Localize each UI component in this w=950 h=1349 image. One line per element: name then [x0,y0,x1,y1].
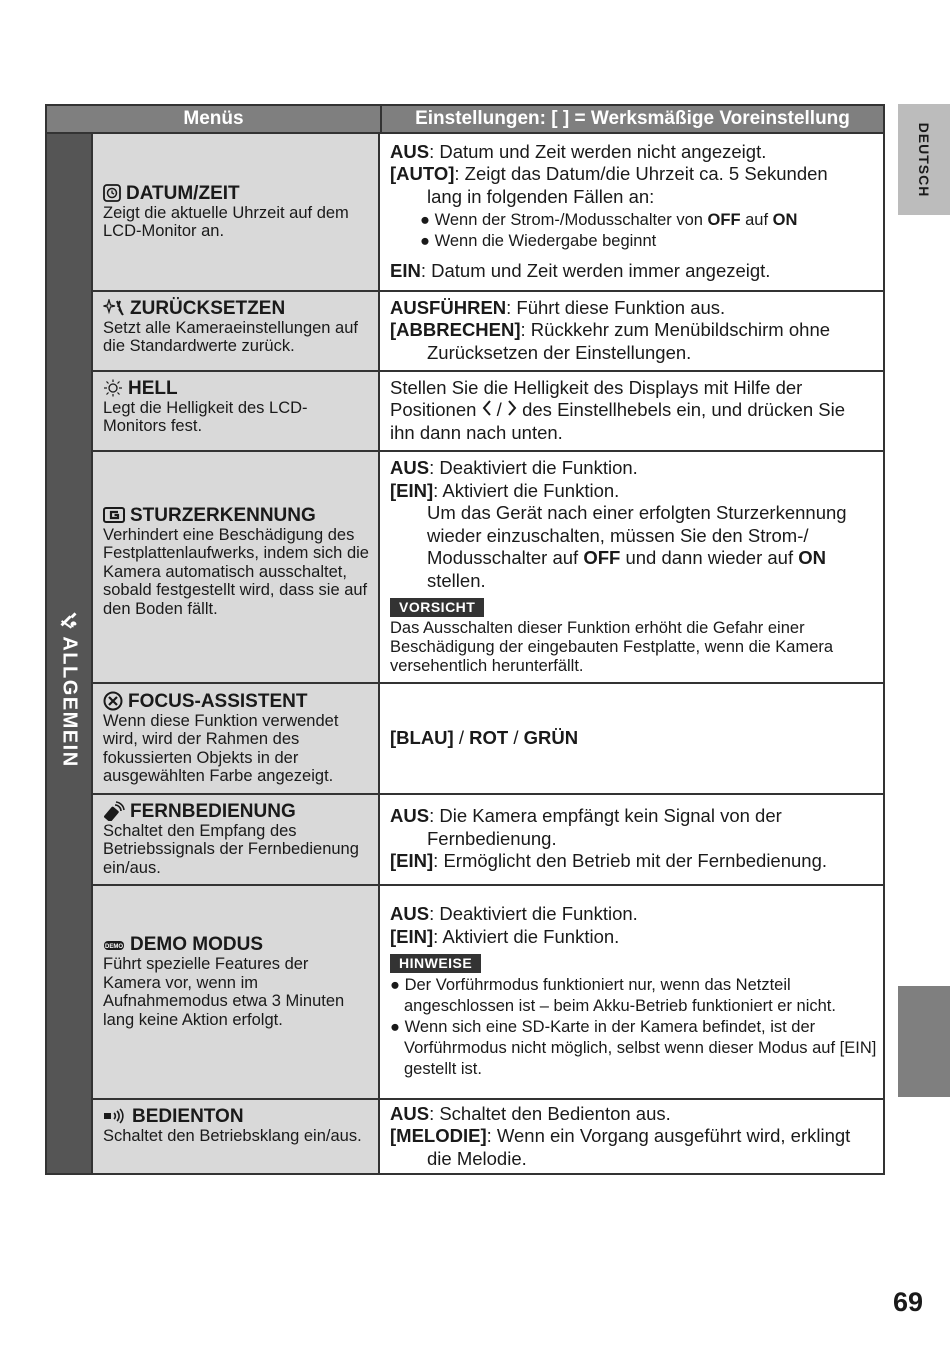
menu-description: Verhindert eine Beschädigung des Festplattenlaufwerks, indem sich die Kamera automatisch ausschaltet, sobald festgestellt wird, dass sie auf den Boden fällt. [103,525,369,618]
wrench-icon [59,610,79,630]
menu-title: DATUM/ZEIT [103,183,370,204]
table-header [47,106,883,134]
focus-assist-icon [103,691,123,711]
menu-description: Schaltet den Betriebsklang ein/aus. [103,1126,362,1145]
menu-cell [93,886,380,1098]
menu-title: FOCUS-ASSISTENT [103,691,370,712]
remote-icon [103,801,125,821]
menu-title: STURZERKENNUNG [103,505,370,526]
menu-cell [93,684,380,793]
menu-title: HELL [103,378,370,399]
section-marker [898,986,950,1097]
menu-title: ZURÜCKSETZEN [103,298,370,319]
menu-description: Führt spezielle Features der Kamera vor, wenn im Aufnahmemodus etwa 3 Minuten lang keine Aktion erfolgt. [103,955,345,1029]
note-item: ● Der Vorführmodus funktioniert nur, wenn das Netzteil angeschlossen ist – beim Akku-Betrieb funktioniert er nicht. [390,976,836,1015]
menu-cell [93,452,380,682]
settings-cell: [BLAU] / ROT / GRÜN [390,726,579,748]
settings-table [45,104,885,1175]
language-tab [898,104,950,215]
caution-note: Das Ausschalten dieser Funktion erhöht die Gefahr einer Beschädigung der eingebauten Festplatte, wenn die Kamera versehentlich herunterfällt. [390,619,834,675]
page-number: 69 [893,1287,924,1317]
clock-icon [103,184,121,202]
menu-cell [93,795,380,884]
table-row [93,452,883,684]
menu-title: BEDIENTON [103,1106,370,1127]
reset-icon [103,299,125,317]
table-row [93,684,883,795]
demo-icon [103,937,125,953]
menu-description: Legt die Helligkeit des LCD-Monitors fest. [103,398,308,435]
beep-icon [103,1108,127,1124]
brightness-icon [103,379,123,397]
table-row [93,292,883,372]
notes-badge: HINWEISE [390,954,481,973]
settings-cell: AUSFÜHREN: Führt diese Funktion aus. [ABBRECHEN]: Rückkehr zum Menübildschirm ohne Zurücksetzen der Einstellungen. [390,296,831,363]
chevron-left-icon [482,400,492,416]
menu-title: FERNBEDIENUNG [103,801,370,822]
table-row [93,886,883,1100]
settings-cell: AUS: Datum und Zeit werden nicht angezeigt. [AUTO]: Zeigt das Datum/die Uhrzeit ca. 5 Sekunden lang in folgenden Fällen an: ● Wenn der Strom-/Modusschalter von OFF auf ON ● Wenn die Wiedergabe beginnt EIN: Datum und Zeit werden immer angezeigt. [390,140,828,281]
category-label: ALLGEMEIN [58,635,81,768]
menu-description: Zeigt die aktuelle Uhrzeit auf dem LCD-Monitor an. [103,203,349,240]
menu-description: Schaltet den Empfang des Betriebssignals der Fernbedienung ein/aus. [103,821,359,877]
chevron-right-icon [507,400,517,416]
category-column [47,134,93,1174]
menu-title: DEMO DEMO MODUS [105,934,263,955]
table-row [93,134,883,292]
header-menus: Menüs [47,106,382,132]
menu-cell [93,372,380,450]
settings-cell: AUS: Die Kamera empfängt kein Signal von der Fernbedienung. [EIN]: Ermöglicht den Betrieb mit der Fernbedienung. [390,805,828,872]
table-row [93,372,883,452]
table-row [93,795,883,886]
menu-cell [93,1100,380,1174]
menu-description: Setzt alle Kameraeinstellungen auf die Standardwerte zurück. [103,318,358,355]
table-row [93,1100,883,1174]
settings-cell: AUS: Deaktiviert die Funktion. [EIN]: Aktiviert die Funktion. HINWEISE ● Der Vorführmodus funktioniert nur, wenn das Netzteil angeschlossen ist – beim Akku-Betrieb funktioniert er nicht. ● Wenn sich eine SD-Karte in der Kamera befindet, ist der Vorführmodus nicht möglich, selbst wenn dieser Modus auf [EIN] gestellt ist. [390,903,877,1078]
settings-cell: AUS: Deaktiviert die Funktion. [EIN]: Aktiviert die Funktion. Um das Gerät nach einer erfolgten Sturzerkennung wieder einzuschalten, müssen Sie den Strom-/ Modusschalter auf OFF und dann wieder auf ON stellen. VORSICHT Das Ausschalten dieser Funktion erhöht die Gefahr einer Beschädigung der eingebauten Festplatte, wenn die Kamera versehentlich herunterfällt. [380,452,883,682]
settings-cell: Stellen Sie die Helligkeit des Displays mit Hilfe der Positionen / des Einstellhebels ein, und drücken Sie ihn dann nach unten. [390,376,846,443]
svg-text:DEMO: DEMO [105,943,123,950]
caution-badge: VORSICHT [390,598,484,617]
header-settings: Einstellungen: [ ] = Werksmäßige Voreinstellung [415,107,850,129]
language-tab-label: DEUTSCH [916,122,932,198]
note-item: ● Wenn sich eine SD-Karte in der Kamera befindet, ist der Vorführmodus nicht möglich, selbst wenn dieser Modus auf [EIN] gestellt ist. [390,1018,877,1078]
menu-description: Wenn diese Funktion verwendet wird, wird der Rahmen des fokussierten Objekts in der ausgewählten Farbe angezeigt. [103,711,339,785]
menu-cell [93,292,380,370]
fall-detection-icon [103,507,125,523]
settings-cell: AUS: Schaltet den Bedienton aus. [MELODIE]: Wenn ein Vorgang ausgeführt wird, erklingt die Melodie. [390,1102,851,1169]
menu-cell [93,134,380,290]
